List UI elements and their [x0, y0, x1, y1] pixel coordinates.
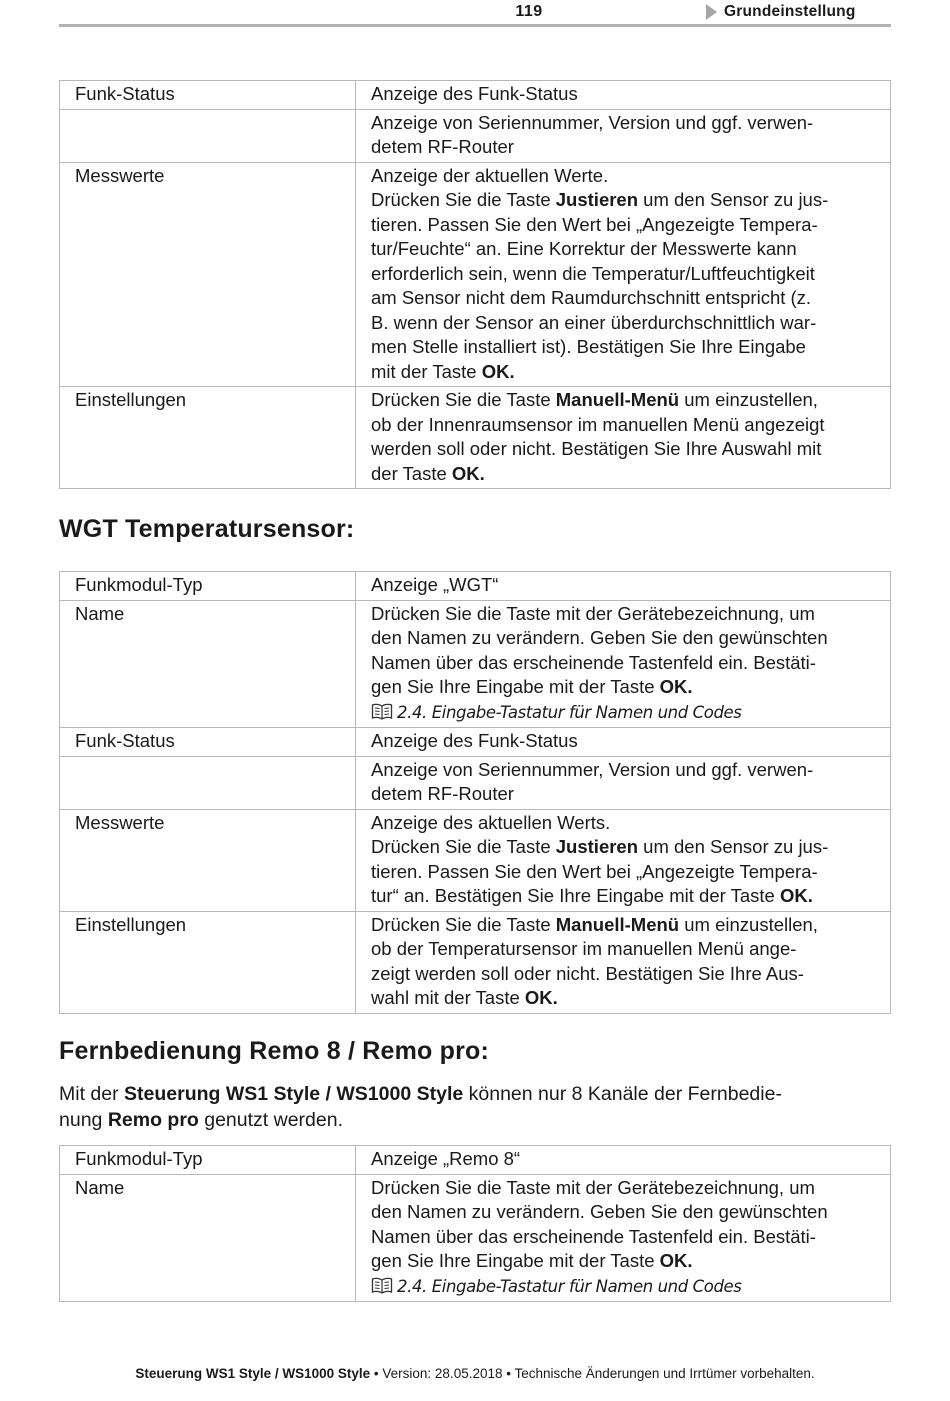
- text-segment: ob der Temperatursensor im manuellen Menü ange-: [371, 938, 797, 959]
- text-segment: men Stelle installiert ist). Bestätigen Sie Ihre Eingabe: [371, 336, 806, 357]
- footer-version: Version: 28.05.2018: [382, 1366, 503, 1381]
- text-line: [371, 913, 876, 938]
- text-segment: Anzeige des Funk-Status: [371, 83, 578, 104]
- table-row: [60, 756, 891, 809]
- section-heading-remo: Fernbedienung Remo 8 / Remo pro:: [59, 1037, 490, 1065]
- text-segment: Anzeige „Remo 8“: [371, 1148, 521, 1169]
- table-row: [60, 572, 891, 601]
- text-line: [371, 651, 876, 676]
- row-label: [60, 756, 356, 809]
- emphasis-text: OK.: [779, 885, 813, 906]
- settings-table-continued: [59, 80, 891, 489]
- text-segment: Drücken Sie die Taste mit der Gerätebezeichnung, um: [371, 1176, 815, 1198]
- row-description: [356, 109, 891, 162]
- text-line: [371, 884, 876, 909]
- text-line: [59, 1107, 899, 1133]
- text-segment: der Taste: [371, 462, 452, 484]
- text-segment: wahl mit der Taste: [371, 987, 525, 1008]
- text-segment: mit der Taste: [371, 360, 482, 382]
- table-row: [60, 387, 891, 489]
- row-label: Einstellungen: [60, 387, 356, 489]
- header-rule: [59, 24, 891, 27]
- text-segment: Anzeige von Seriennummer, Version und ggf. verwen-: [371, 111, 814, 133]
- text-segment: den Namen zu verändern. Geben Sie den gewünschten: [371, 627, 828, 648]
- table-row: [60, 809, 891, 911]
- text-segment: tur“ an. Bestätigen Sie Ihre Eingabe mit der Taste: [371, 885, 780, 906]
- text-segment: genutzt werden.: [198, 1109, 344, 1131]
- table-row: [60, 728, 891, 757]
- row-label: Funkmodul-Typ: [60, 572, 356, 601]
- book-icon: [371, 702, 393, 720]
- row-label: Funkmodul-Typ: [60, 1146, 356, 1175]
- text-segment: Namen über das erscheinende Tastenfeld ein. Bestäti-: [371, 1225, 816, 1247]
- text-line: [371, 962, 876, 987]
- text-segment: Mit der: [59, 1083, 125, 1105]
- table-row: [60, 162, 891, 387]
- row-description: [356, 756, 891, 809]
- text-segment: Anzeige des aktuellen Werts.: [371, 811, 611, 833]
- row-label: Name: [60, 600, 356, 728]
- text-line: [371, 164, 876, 189]
- footer-notice: Technische Änderungen und Irrtümer vorbehalten.: [514, 1366, 815, 1381]
- text-line: [371, 413, 876, 438]
- text-line: [371, 213, 876, 238]
- table-row: [60, 1146, 891, 1175]
- row-label: Funk-Status: [60, 81, 356, 110]
- text-line: [371, 602, 876, 627]
- text-segment: um den Sensor zu jus-: [638, 836, 829, 857]
- row-description: [356, 162, 891, 387]
- text-segment: Anzeige der aktuellen Werte.: [371, 164, 609, 186]
- text-segment: Namen über das erscheinende Tastenfeld ein. Bestäti-: [371, 651, 816, 673]
- text-segment: um einzustellen,: [679, 913, 818, 935]
- text-segment: tieren. Passen Sie den Wert bei „Angezeigte Tempera-: [371, 213, 818, 235]
- text-segment: Drücken Sie die Taste: [371, 836, 556, 857]
- row-description: [356, 387, 891, 489]
- row-description: [356, 572, 891, 601]
- text-segment: zeigt werden soll oder nicht. Bestätigen Sie Ihre Aus-: [371, 962, 804, 984]
- row-label: Messwerte: [60, 162, 356, 387]
- text-line: [371, 986, 876, 1011]
- text-segment: werden soll oder nicht. Bestätigen Sie Ihre Auswahl mit: [371, 438, 822, 459]
- text-segment: detem RF-Router: [371, 783, 514, 804]
- text-line: [371, 135, 876, 160]
- cross-reference-link[interactable]: 2.4. Eingabe-Tastatur für Namen und Codes: [397, 1276, 742, 1296]
- text-segment: am Sensor nicht dem Raumdurchschnitt entspricht (z.: [371, 287, 812, 308]
- emphasis-text: Justieren: [555, 836, 639, 857]
- remo-settings-table: [59, 1145, 891, 1302]
- table-row: [60, 911, 891, 1013]
- table-row: [60, 81, 891, 110]
- text-line: [371, 82, 876, 107]
- text-segment: ob der Innenraumsensor im manuellen Menü angezeigt: [371, 413, 825, 435]
- text-line: [371, 311, 876, 336]
- row-description: [356, 1174, 891, 1302]
- row-label: Name: [60, 1174, 356, 1302]
- text-line: [371, 729, 876, 754]
- table-row: [60, 109, 891, 162]
- wgt-settings-table: [59, 571, 891, 1014]
- cross-reference[interactable]: [371, 700, 876, 726]
- text-segment: Drücken Sie die Taste: [371, 913, 556, 935]
- text-segment: erforderlich sein, wenn die Temperatur/Luftfeuchtigkeit: [371, 262, 815, 284]
- row-label: Einstellungen: [60, 911, 356, 1013]
- row-label: Funk-Status: [60, 728, 356, 757]
- text-line: [371, 360, 876, 385]
- emphasis-text: Steuerung WS1 Style / WS1000 Style: [124, 1083, 464, 1105]
- text-line: [371, 111, 876, 136]
- text-segment: Drücken Sie die Taste: [371, 389, 556, 410]
- text-segment: Drücken Sie die Taste: [371, 189, 556, 210]
- text-line: [371, 462, 876, 487]
- emphasis-text: OK.: [659, 676, 693, 697]
- text-line: [371, 811, 876, 836]
- text-segment: Anzeige „WGT“: [371, 574, 499, 595]
- text-segment: den Namen zu verändern. Geben Sie den gewünschten: [371, 1201, 828, 1222]
- text-line: [371, 1147, 876, 1172]
- text-line: [371, 782, 876, 807]
- chevron-right-icon: [705, 3, 719, 21]
- emphasis-text: Remo pro: [107, 1109, 199, 1131]
- table-row: [60, 1174, 891, 1302]
- text-segment: Anzeige von Seriennummer, Version und ggf. verwen-: [371, 758, 814, 780]
- text-line: [371, 573, 876, 598]
- emphasis-text: Justieren: [555, 189, 639, 210]
- text-line: [371, 437, 876, 462]
- page-footer: [0, 1366, 950, 1381]
- row-description: [356, 600, 891, 728]
- text-segment: tur/Feuchte“ an. Eine Korrektur der Messwerte kann: [371, 238, 797, 259]
- text-segment: Drücken Sie die Taste mit der Gerätebezeichnung, um: [371, 602, 815, 624]
- footer-product: Steuerung WS1 Style / WS1000 Style: [135, 1366, 371, 1381]
- text-line: [371, 286, 876, 311]
- text-segment: Anzeige des Funk-Status: [371, 730, 578, 751]
- remo-intro-paragraph: [59, 1081, 899, 1133]
- text-segment: detem RF-Router: [371, 136, 514, 157]
- emphasis-text: Manuell-Menü: [555, 389, 680, 410]
- emphasis-text: OK.: [524, 987, 558, 1008]
- text-line: [371, 1176, 876, 1201]
- section-heading-wgt: WGT Temperatursensor:: [59, 515, 355, 543]
- row-description: [356, 809, 891, 911]
- emphasis-text: Manuell-Menü: [555, 913, 680, 935]
- text-segment: um den Sensor zu jus-: [638, 189, 829, 210]
- emphasis-text: OK.: [659, 1250, 693, 1271]
- text-line: [371, 335, 876, 360]
- footer-separator: •: [502, 1366, 515, 1381]
- text-line: [371, 1200, 876, 1225]
- chapter-title: Grundeinstellung: [724, 3, 856, 20]
- text-segment: nung: [59, 1109, 108, 1131]
- table-row: [60, 600, 891, 728]
- book-icon: [371, 1276, 393, 1294]
- footer-separator: •: [370, 1366, 383, 1381]
- text-segment: B. wenn der Sensor an einer überdurchschnittlich war-: [371, 311, 817, 333]
- row-label: [60, 109, 356, 162]
- text-line: [371, 262, 876, 287]
- text-segment: tieren. Passen Sie den Wert bei „Angezeigte Tempera-: [371, 860, 818, 882]
- text-line: [371, 388, 876, 413]
- text-segment: um einzustellen,: [679, 389, 818, 410]
- text-segment: gen Sie Ihre Eingabe mit der Taste: [371, 1250, 660, 1271]
- text-line: [371, 758, 876, 783]
- emphasis-text: OK.: [451, 462, 485, 484]
- text-line: [371, 835, 876, 860]
- text-line: [371, 626, 876, 651]
- text-line: [371, 1225, 876, 1250]
- row-description: [356, 1146, 891, 1175]
- row-description: [356, 728, 891, 757]
- text-segment: können nur 8 Kanäle der Fernbedie-: [463, 1083, 782, 1105]
- row-label: Messwerte: [60, 809, 356, 911]
- cross-reference[interactable]: [371, 1274, 876, 1300]
- page-number: 119: [515, 3, 543, 20]
- cross-reference-link[interactable]: 2.4. Eingabe-Tastatur für Namen und Codes: [397, 702, 742, 722]
- text-line: [371, 1249, 876, 1274]
- text-line: [59, 1081, 899, 1107]
- text-line: [371, 237, 876, 262]
- text-segment: gen Sie Ihre Eingabe mit der Taste: [371, 676, 660, 697]
- row-description: [356, 81, 891, 110]
- text-line: [371, 937, 876, 962]
- text-line: [371, 675, 876, 700]
- text-line: [371, 188, 876, 213]
- page-header: [59, 0, 891, 28]
- row-description: [356, 911, 891, 1013]
- text-line: [371, 860, 876, 885]
- emphasis-text: OK.: [481, 360, 515, 382]
